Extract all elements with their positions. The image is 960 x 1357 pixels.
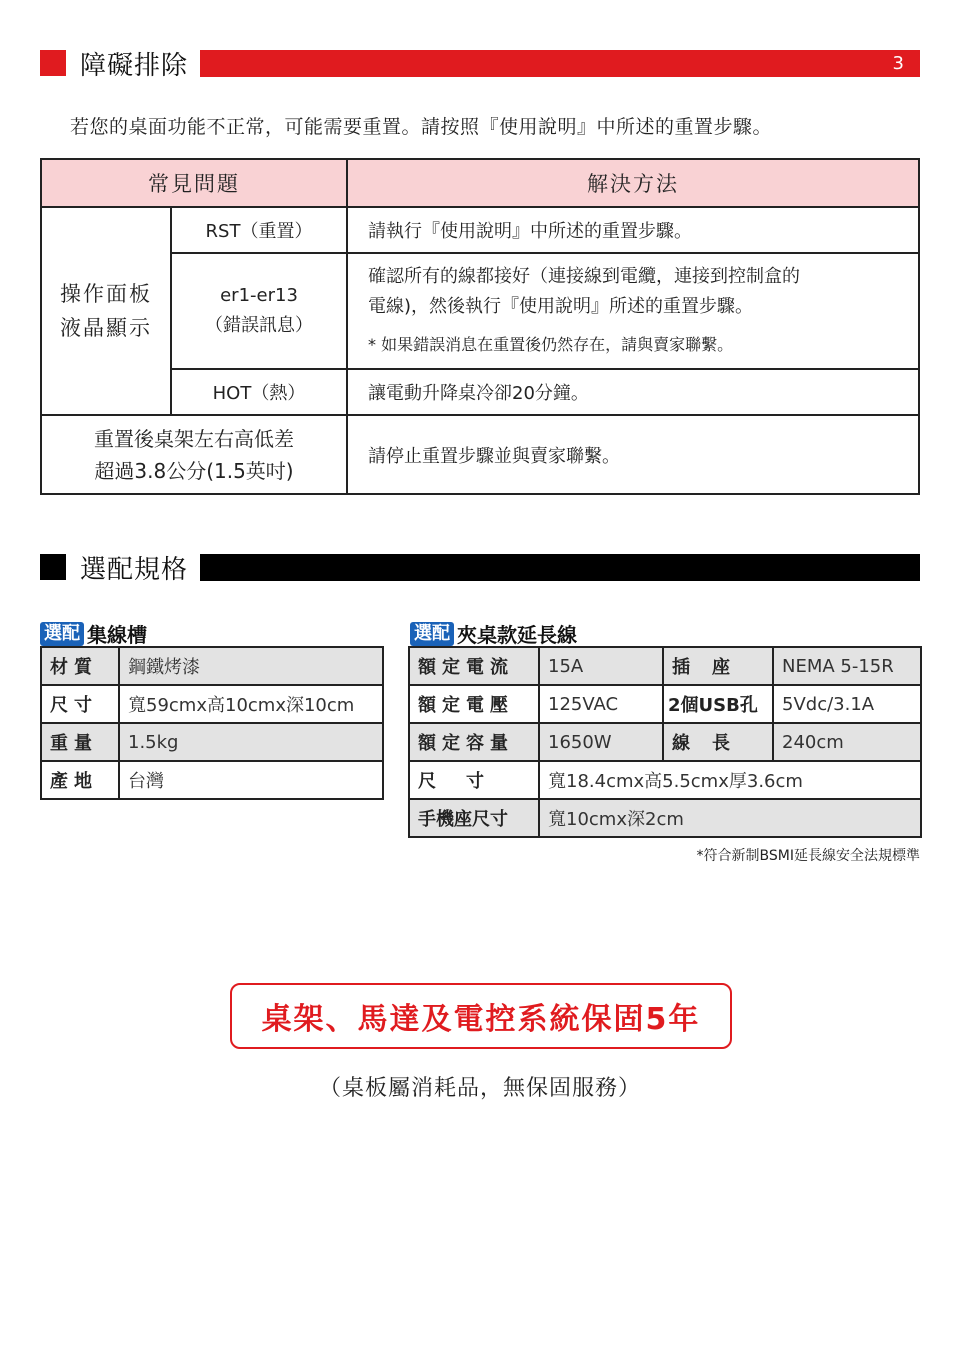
section-title: 選配規格 [80,554,189,585]
cable-tray-name: 集線槽 [87,623,147,647]
spec-value: 寬59cmx高10cmx深10cm [119,685,383,723]
divider [42,414,918,416]
spec-value: 240cm [773,723,921,761]
header-problem: 常見問題 [42,160,346,206]
table-row [409,647,921,685]
divider [346,160,348,493]
table-row [41,761,383,799]
spec-key: 重量 [41,723,119,761]
solution-error-note: * 如果錯誤消息在重置後仍然存在，請與賣家聯繫。 [368,335,734,354]
section-header-troubleshoot [40,48,920,81]
spec-value: NEMA 5-15R [773,647,921,685]
spec-value: 5Vdc/3.1A [773,685,921,723]
last-problem-line2: 超過3.8公分(1.5英吋) [94,458,294,483]
divider [170,252,918,254]
page-number: 3 [892,52,904,74]
warranty-box: 桌架、馬達及電控系統保固5年 [230,983,732,1049]
table-row [409,761,921,799]
solution-error-line1: 確認所有的線都接好（連接線到電纜，連接到控制盒的 [368,266,800,287]
code-error-line2: （錯誤訊息） [205,315,313,336]
warranty-subtext: （桌板屬消耗品，無保固服務） [318,1076,641,1101]
spec-value: 1650W [539,723,663,761]
group-label [42,208,170,414]
spec-key: 產地 [41,761,119,799]
extension-cord-name: 夾桌款延長線 [457,623,577,647]
table-row [409,723,921,761]
bsmi-note: *符合新制BSMI延長線安全法規標準 [696,848,920,864]
extension-cord-title [410,619,577,648]
code-error [172,254,346,368]
spec-value: 台灣 [119,761,383,799]
last-problem [42,416,346,493]
last-problem-line1: 重置後桌架左右高低差 [94,426,294,451]
table-row [41,685,383,723]
divider [170,368,918,370]
code-rst: RST（重置） [205,221,313,242]
optional-tag: 選配 [40,622,84,646]
solution-rst: 請執行『使用說明』中所述的重置步驟。 [368,221,692,242]
spec-value: 寬18.4cmx高5.5cmx厚3.6cm [539,761,921,799]
section-header-options [40,552,920,585]
troubleshoot-table [40,158,920,495]
intro-text: 若您的桌面功能不正常，可能需要重置。請按照『使用說明』中所述的重置步驟。 [70,116,773,138]
optional-tag: 選配 [410,622,454,646]
cable-tray-spec-table [40,646,384,800]
section-marker-square [40,554,66,580]
divider [170,206,172,414]
solution-error [368,254,916,368]
extension-cord-spec-table [408,646,922,838]
cable-tray-title [40,619,147,648]
code-error-line1: er1-er13 [220,285,298,306]
spec-value: 寬10cmx深2cm [539,799,921,837]
group-label-line2: 液晶顯示 [60,316,152,340]
code-hot: HOT（熱） [212,383,306,404]
section-marker-square [40,50,66,76]
spec-key: 額定電壓 [409,685,539,723]
table-row [409,685,921,723]
spec-key: 額定容量 [409,723,539,761]
spec-key: 材質 [41,647,119,685]
spec-value: 15A [539,647,663,685]
section-bar [200,50,920,77]
solution-hot: 讓電動升降桌冷卻20分鐘。 [368,383,589,404]
spec-key: 線 長 [663,723,773,761]
table-row [41,647,383,685]
spec-value: 1.5kg [119,723,383,761]
spec-key: 手機座尺寸 [409,799,539,837]
solution-error-line2: 電線)，然後執行『使用說明』所述的重置步驟。 [368,296,754,317]
spec-value: 125VAC [539,685,663,723]
table-row [409,799,921,837]
section-bar [200,554,920,581]
spec-key: 插 座 [663,647,773,685]
spec-key: 2個USB孔 [663,685,773,723]
last-solution: 請停止重置步驟並與賣家聯繫。 [368,445,620,467]
spec-value: 鋼鐵烤漆 [119,647,383,685]
group-label-line1: 操作面板 [60,282,152,306]
spec-key: 尺 寸 [409,761,539,799]
section-title: 障礙排除 [80,50,189,81]
spec-key: 額定電流 [409,647,539,685]
table-row [41,723,383,761]
spec-key: 尺寸 [41,685,119,723]
header-solution: 解決方法 [348,160,918,206]
divider [42,206,918,208]
